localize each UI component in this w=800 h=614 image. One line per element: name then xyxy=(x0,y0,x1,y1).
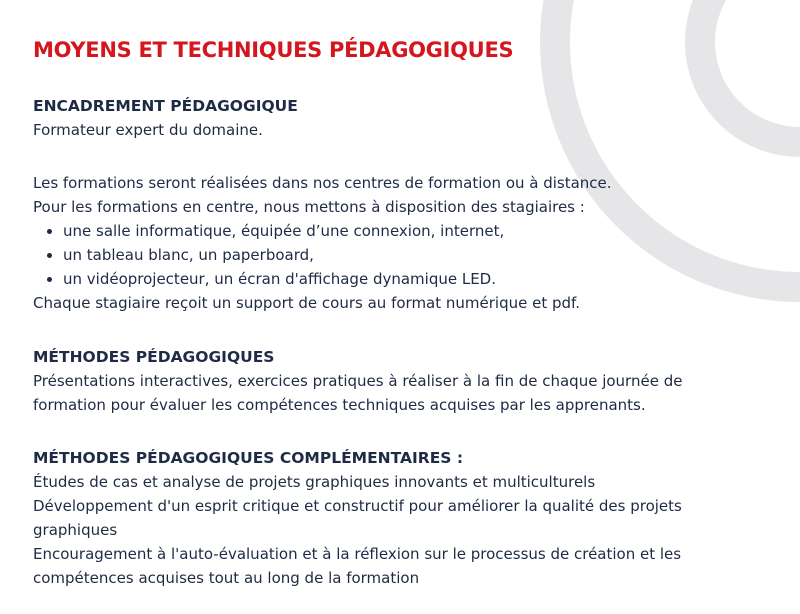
complementaires-text-line: graphiques xyxy=(33,521,118,539)
encadrement-text: Formateur expert du domaine. xyxy=(33,121,263,139)
complementaires-text-line: compétences acquises tout au long de la formation xyxy=(33,569,420,587)
formations-closing-line: Chaque stagiaire reçoit un support de cours au format numérique et pdf. xyxy=(33,294,580,312)
complementaires-text-line: Développement d'un esprit critique et constructif pour améliorer la qualité des projets xyxy=(33,497,682,515)
formations-intro-line: Pour les formations en centre, nous mettons à disposition des stagiaires : xyxy=(33,198,585,216)
methodes-text-line: formation pour évaluer les compétences techniques acquises par les apprenants. xyxy=(33,396,646,414)
section-encadrement xyxy=(33,94,298,142)
section-heading-methodes: MÉTHODES PÉDAGOGIQUES xyxy=(33,348,275,366)
page-title: MOYENS ET TECHNIQUES PÉDAGOGIQUES xyxy=(33,38,514,62)
section-formations xyxy=(33,171,612,315)
equipment-list xyxy=(33,219,612,291)
complementaires-text-line: Études de cas et analyse de projets graphiques innovants et multiculturels xyxy=(33,473,596,491)
section-complementaires xyxy=(33,446,682,590)
complementaires-text-line: Encouragement à l'auto-évaluation et à la réflexion sur le processus de création et les xyxy=(33,545,682,563)
equipment-list-item: un vidéoprojecteur, un écran d'affichage dynamique LED. xyxy=(33,267,612,291)
section-heading-complementaires: MÉTHODES PÉDAGOGIQUES COMPLÉMENTAIRES : xyxy=(33,449,464,467)
section-heading-encadrement: ENCADREMENT PÉDAGOGIQUE xyxy=(33,97,298,115)
section-methodes xyxy=(33,345,682,417)
methodes-text-line: Présentations interactives, exercices pratiques à réaliser à la fin de chaque journée de xyxy=(33,372,683,390)
formations-intro-line: Les formations seront réalisées dans nos centres de formation ou à distance. xyxy=(33,174,612,192)
equipment-list-item: une salle informatique, équipée d’une connexion, internet, xyxy=(33,219,612,243)
equipment-list-item: un tableau blanc, un paperboard, xyxy=(33,243,612,267)
